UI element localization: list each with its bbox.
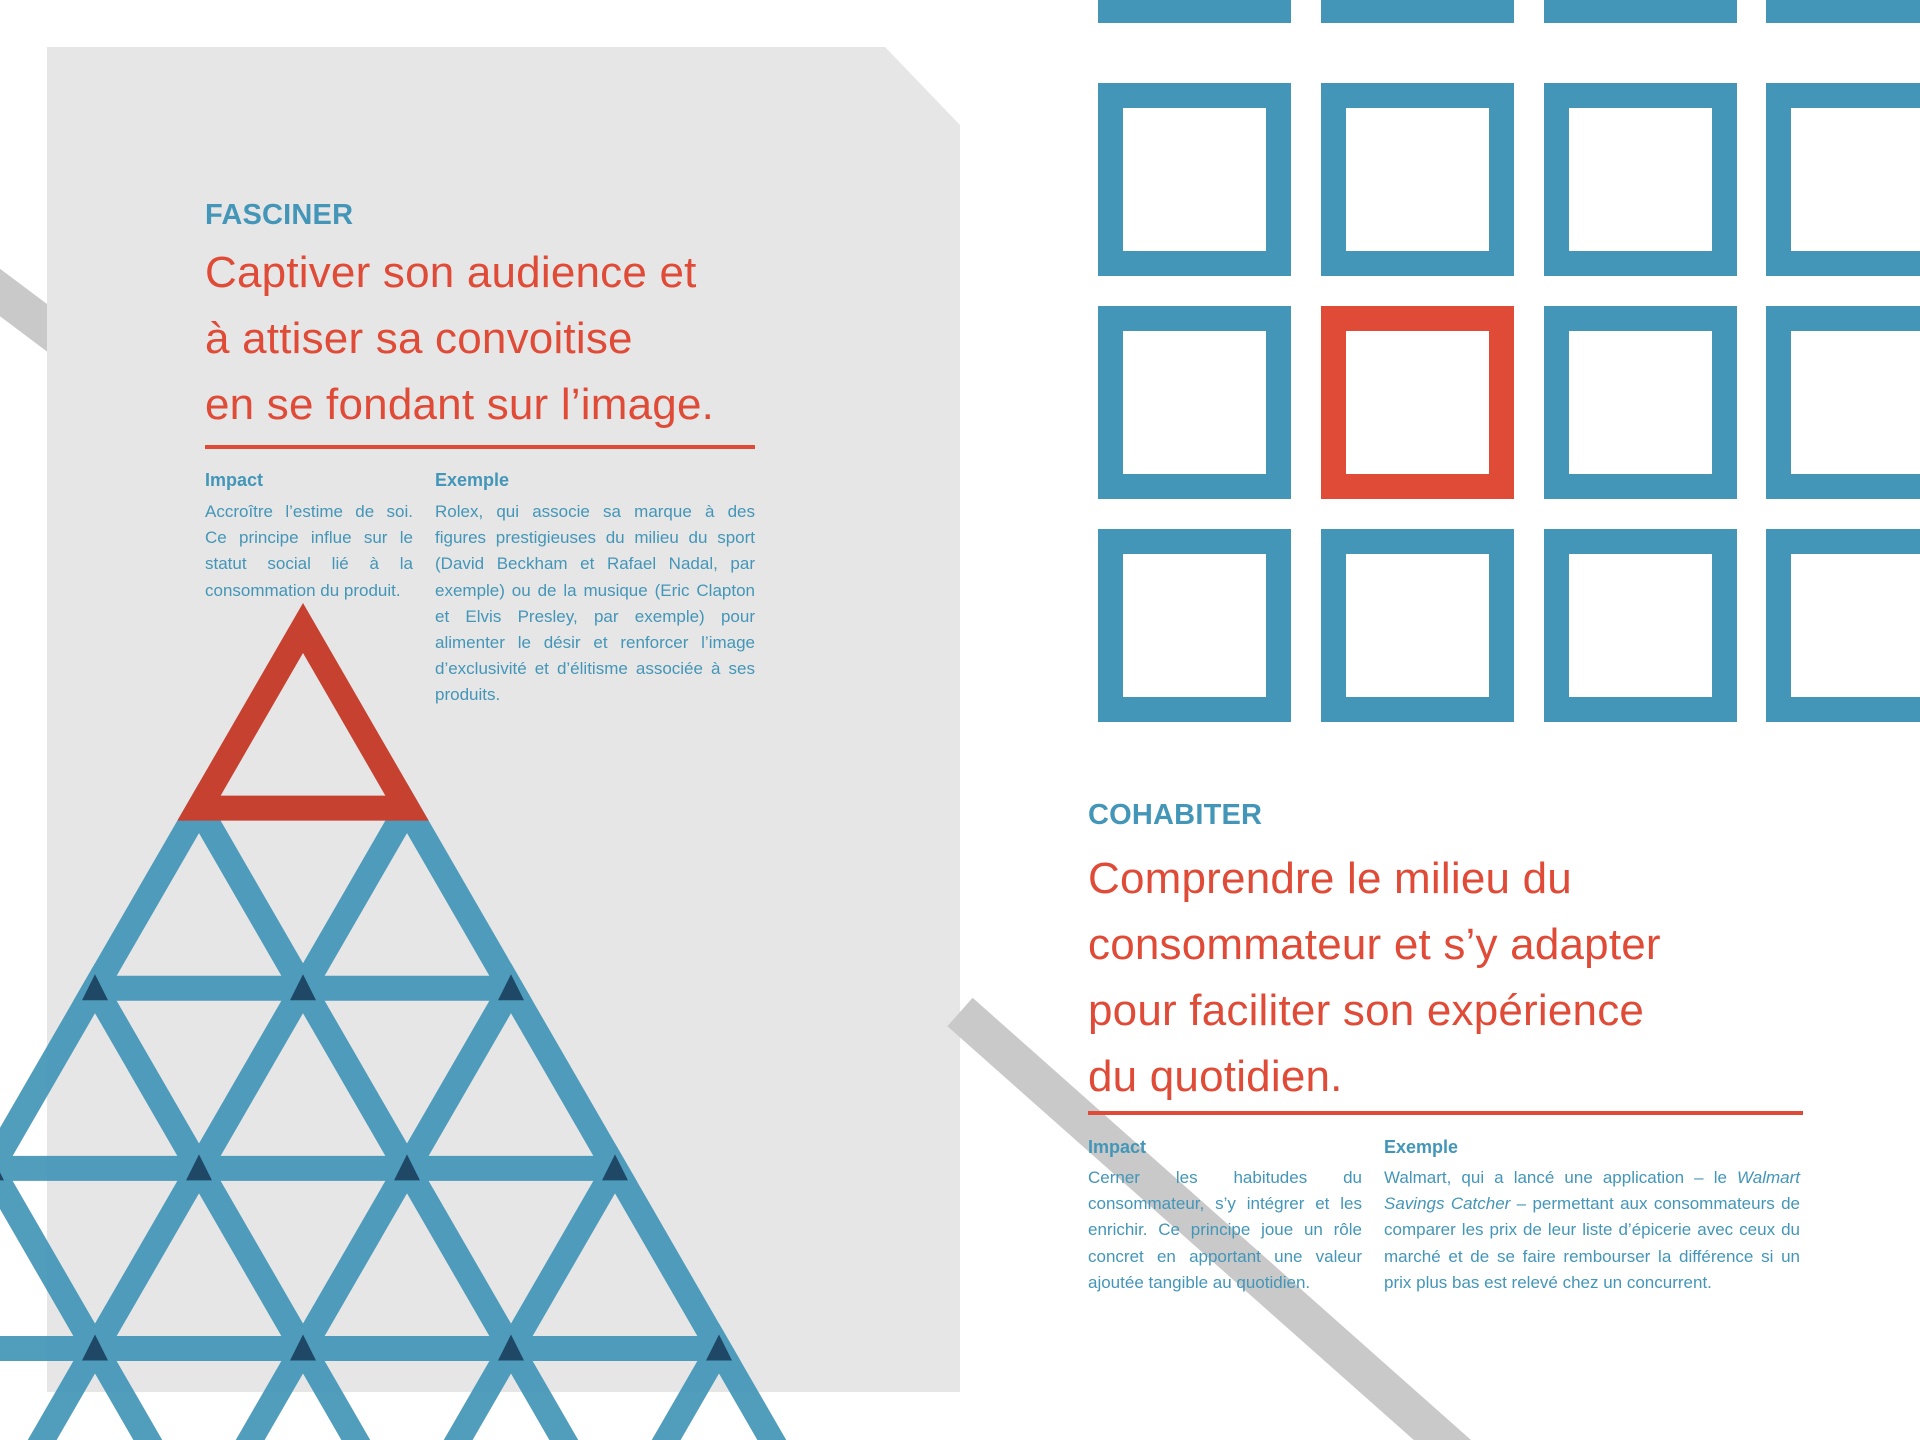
headline-line: Comprendre le milieu du [1088, 854, 1572, 903]
grid-square [1557, 542, 1725, 710]
grid-square [1334, 542, 1502, 710]
section-label-fasciner: FASCINER [205, 199, 354, 231]
headline-line: consommateur et s’y adapter [1088, 920, 1661, 969]
headline-line: pour faciliter son expérience [1088, 986, 1645, 1035]
headline-rule [205, 445, 755, 449]
grid-square [1779, 542, 1920, 710]
headline-line: Captiver son audience et [205, 248, 697, 297]
example-text-part: – permettant aux consommateurs de comparer les prix de leur liste d’épicerie avec ceux du marché et de se faire rembourser la différence si un prix plus bas est relevé chez un concurrent. [1384, 1194, 1800, 1292]
example-heading: Exemple [435, 470, 510, 490]
example-text: Rolex, qui associe sa marque à des figures prestigieuses du milieu du sport (David Beckham et Rafael Nadal, par exemple) ou de la musique (Eric Clapton et Elvis Presley, par exemple) pour alimenter le désir et renforcer l’image d’exclusivité et d’élitisme associée à ses produits. [435, 502, 755, 705]
example-heading: Exemple [1384, 1137, 1459, 1157]
app-name: Walmart Savings Catcher [1384, 1168, 1800, 1214]
grid-square [1557, 319, 1725, 487]
grid-square [1557, 96, 1725, 264]
headline-line: à attiser sa convoitise [205, 314, 633, 363]
impact-heading: Impact [1088, 1137, 1147, 1157]
section-label-cohabiter: COHABITER [1088, 799, 1263, 831]
example-text-part: Walmart, qui a lancé une application – le [1384, 1168, 1738, 1187]
impact-text: Accroître l’estime de soi. Ce principe influe sur le statut social lié à la consommation du produit. [205, 502, 413, 600]
grid-square [1111, 96, 1279, 264]
headline-line: en se fondant sur l’image. [205, 380, 715, 429]
headline-fasciner [205, 240, 714, 438]
grid-square [1111, 542, 1279, 710]
grid-square [1334, 0, 1502, 11]
grid-square [1111, 319, 1279, 487]
highlighted-square [1334, 319, 1502, 487]
grid-square [1557, 0, 1725, 11]
grid-square [1779, 0, 1920, 11]
grid-square [1779, 319, 1920, 487]
headline-cohabiter [1088, 846, 1661, 1110]
headline-line: du quotidien. [1088, 1052, 1343, 1101]
headline-rule [1088, 1111, 1803, 1115]
grid-square [1779, 96, 1920, 264]
example-text [1384, 1165, 1800, 1296]
impact-heading: Impact [205, 470, 264, 490]
grid-square [1111, 0, 1279, 11]
grid-square [1334, 96, 1502, 264]
impact-text: Cerner les habitudes du consommateur, s’y intégrer et les enrichir. Ce principe joue un rôle concret en apportant une valeur ajoutée tangible au quotidien. [1088, 1168, 1362, 1292]
